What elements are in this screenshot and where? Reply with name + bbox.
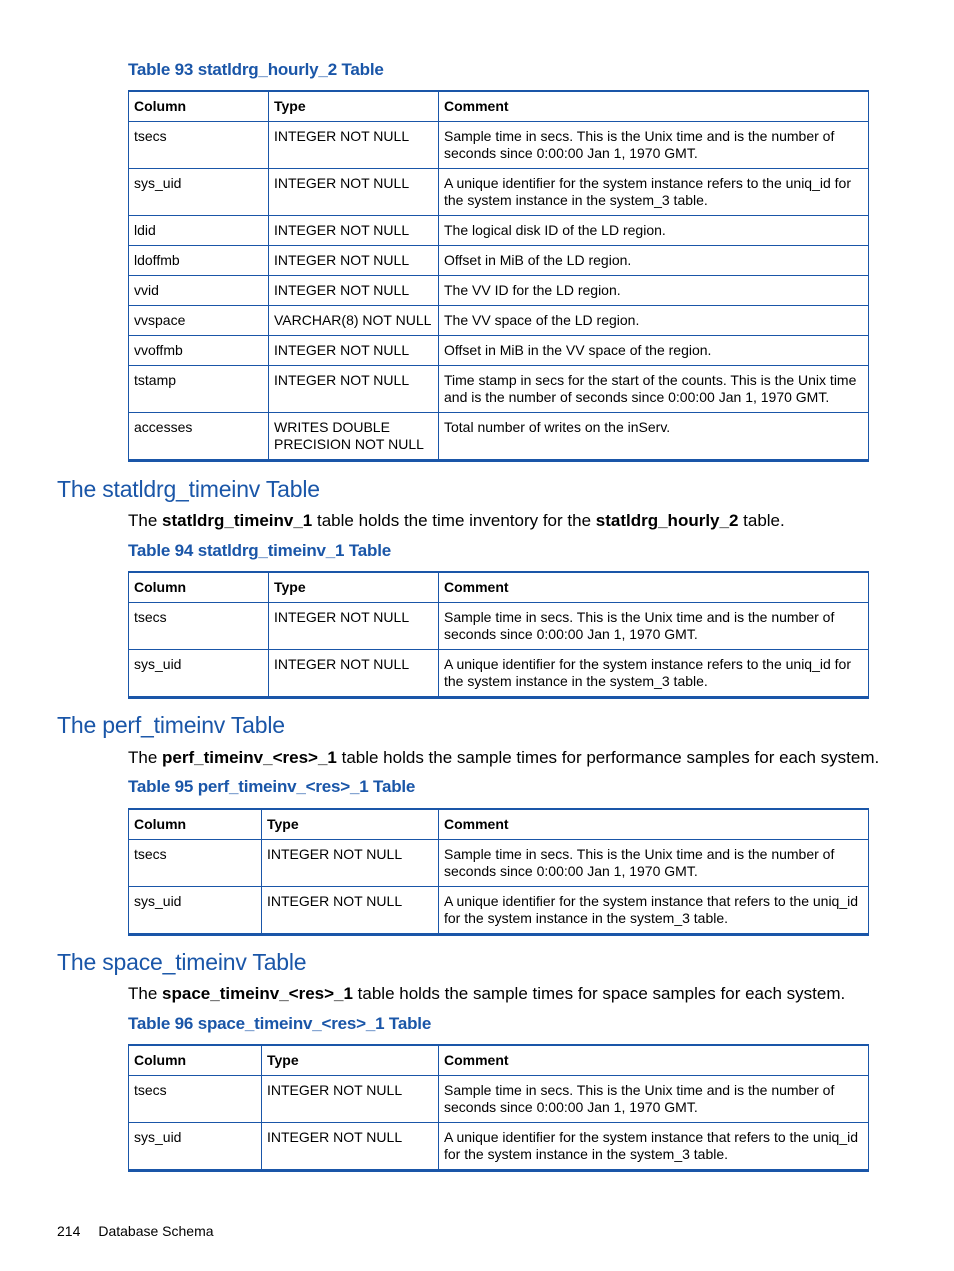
cell-column: tsecs xyxy=(129,603,269,650)
cell-type: INTEGER NOT NULL xyxy=(269,169,439,216)
section-heading: The perf_timeinv Table xyxy=(57,712,285,738)
cell-comment: Offset in MiB of the LD region. xyxy=(439,246,869,276)
cell-column: ldoffmb xyxy=(129,246,269,276)
type-header: Type xyxy=(269,572,439,603)
cell-type: INTEGER NOT NULL xyxy=(269,216,439,246)
table-header-row xyxy=(129,91,869,122)
cell-type: INTEGER NOT NULL xyxy=(269,650,439,698)
cell-comment: The VV ID for the LD region. xyxy=(439,276,869,306)
cell-column: tstamp xyxy=(129,366,269,413)
cell-type: INTEGER NOT NULL xyxy=(269,603,439,650)
table-row xyxy=(129,122,869,169)
column-header: Column xyxy=(129,91,269,122)
cell-comment: Offset in MiB in the VV space of the region. xyxy=(439,336,869,366)
cell-type: INTEGER NOT NULL xyxy=(262,840,439,887)
table-header-row xyxy=(129,572,869,603)
cell-column: accesses xyxy=(129,413,269,461)
table-row xyxy=(129,336,869,366)
section-heading: The space_timeinv Table xyxy=(57,949,307,975)
comment-header: Comment xyxy=(439,572,869,603)
cell-type: INTEGER NOT NULL xyxy=(269,246,439,276)
section-intro: The statldrg_timeinv_1 table holds the time inventory for the statldrg_hourly_2 table. xyxy=(128,511,785,530)
cell-column: vvspace xyxy=(129,306,269,336)
table-caption: Table 95 perf_timeinv_<res>_1 Table xyxy=(128,777,416,796)
cell-comment: Time stamp in secs for the start of the counts. This is the Unix time and is the number of seconds since 0:00:00 Jan 1, 1970 GMT. xyxy=(439,366,869,413)
cell-type: INTEGER NOT NULL xyxy=(262,1123,439,1171)
cell-type: INTEGER NOT NULL xyxy=(262,887,439,935)
cell-column: tsecs xyxy=(129,840,262,887)
column-header: Column xyxy=(129,809,262,840)
table-row xyxy=(129,169,869,216)
table-row xyxy=(129,413,869,461)
table-header-row xyxy=(129,809,869,840)
cell-type: VARCHAR(8) NOT NULL xyxy=(269,306,439,336)
section-intro: The space_timeinv_<res>_1 table holds the sample times for space samples for each system. xyxy=(128,984,846,1003)
type-header: Type xyxy=(262,809,439,840)
cell-type: WRITES DOUBLE PRECISION NOT NULL xyxy=(269,413,439,461)
table-row xyxy=(129,216,869,246)
cell-column: sys_uid xyxy=(129,887,262,935)
cell-comment: A unique identifier for the system instance that refers to the uniq_id for the system instance in the system_3 table. xyxy=(439,1123,869,1171)
cell-comment: Sample time in secs. This is the Unix time and is the number of seconds since 0:00:00 Jan 1, 1970 GMT. xyxy=(439,840,869,887)
table-row xyxy=(129,887,869,935)
cell-comment: The VV space of the LD region. xyxy=(439,306,869,336)
type-header: Type xyxy=(269,91,439,122)
page-footer xyxy=(57,1223,214,1239)
cell-comment: The logical disk ID of the LD region. xyxy=(439,216,869,246)
section-heading: The statldrg_timeinv Table xyxy=(57,476,320,502)
table-row xyxy=(129,276,869,306)
cell-comment: Sample time in secs. This is the Unix time and is the number of seconds since 0:00:00 Jan 1, 1970 GMT. xyxy=(439,1076,869,1123)
column-header: Column xyxy=(129,572,269,603)
cell-column: tsecs xyxy=(129,122,269,169)
page-number: 214 xyxy=(57,1223,81,1239)
footer-section-title: Database Schema xyxy=(98,1223,214,1239)
table-row xyxy=(129,603,869,650)
cell-type: INTEGER NOT NULL xyxy=(262,1076,439,1123)
section-intro: The perf_timeinv_<res>_1 table holds the sample times for performance samples for each system. xyxy=(128,748,880,767)
cell-type: INTEGER NOT NULL xyxy=(269,276,439,306)
cell-comment: A unique identifier for the system instance refers to the uniq_id for the system instance in the system_3 table. xyxy=(439,650,869,698)
cell-column: vvid xyxy=(129,276,269,306)
table-caption: Table 93 statldrg_hourly_2 Table xyxy=(128,60,384,79)
cell-comment: Sample time in secs. This is the Unix time and is the number of seconds since 0:00:00 Jan 1, 1970 GMT. xyxy=(439,122,869,169)
cell-column: ldid xyxy=(129,216,269,246)
type-header: Type xyxy=(262,1045,439,1076)
table-row xyxy=(129,1076,869,1123)
table-row xyxy=(129,1123,869,1171)
table-row xyxy=(129,246,869,276)
table-row xyxy=(129,840,869,887)
cell-comment: A unique identifier for the system instance that refers to the uniq_id for the system instance in the system_3 table. xyxy=(439,887,869,935)
schema-table-93 xyxy=(128,90,869,462)
cell-comment: Sample time in secs. This is the Unix time and is the number of seconds since 0:00:00 Jan 1, 1970 GMT. xyxy=(439,603,869,650)
schema-table-95 xyxy=(128,808,869,936)
table-row xyxy=(129,366,869,413)
table-caption: Table 96 space_timeinv_<res>_1 Table xyxy=(128,1014,432,1033)
table-header-row xyxy=(129,1045,869,1076)
comment-header: Comment xyxy=(439,1045,869,1076)
schema-table-96 xyxy=(128,1044,869,1172)
comment-header: Comment xyxy=(439,91,869,122)
cell-type: INTEGER NOT NULL xyxy=(269,122,439,169)
cell-column: vvoffmb xyxy=(129,336,269,366)
cell-comment: Total number of writes on the inServ. xyxy=(439,413,869,461)
table-row xyxy=(129,306,869,336)
table-row xyxy=(129,650,869,698)
cell-comment: A unique identifier for the system instance refers to the uniq_id for the system instance in the system_3 table. xyxy=(439,169,869,216)
cell-column: sys_uid xyxy=(129,1123,262,1171)
cell-column: sys_uid xyxy=(129,169,269,216)
column-header: Column xyxy=(129,1045,262,1076)
schema-table-94 xyxy=(128,571,869,699)
cell-column: sys_uid xyxy=(129,650,269,698)
cell-column: tsecs xyxy=(129,1076,262,1123)
cell-type: INTEGER NOT NULL xyxy=(269,336,439,366)
table-caption: Table 94 statldrg_timeinv_1 Table xyxy=(128,541,391,560)
cell-type: INTEGER NOT NULL xyxy=(269,366,439,413)
comment-header: Comment xyxy=(439,809,869,840)
